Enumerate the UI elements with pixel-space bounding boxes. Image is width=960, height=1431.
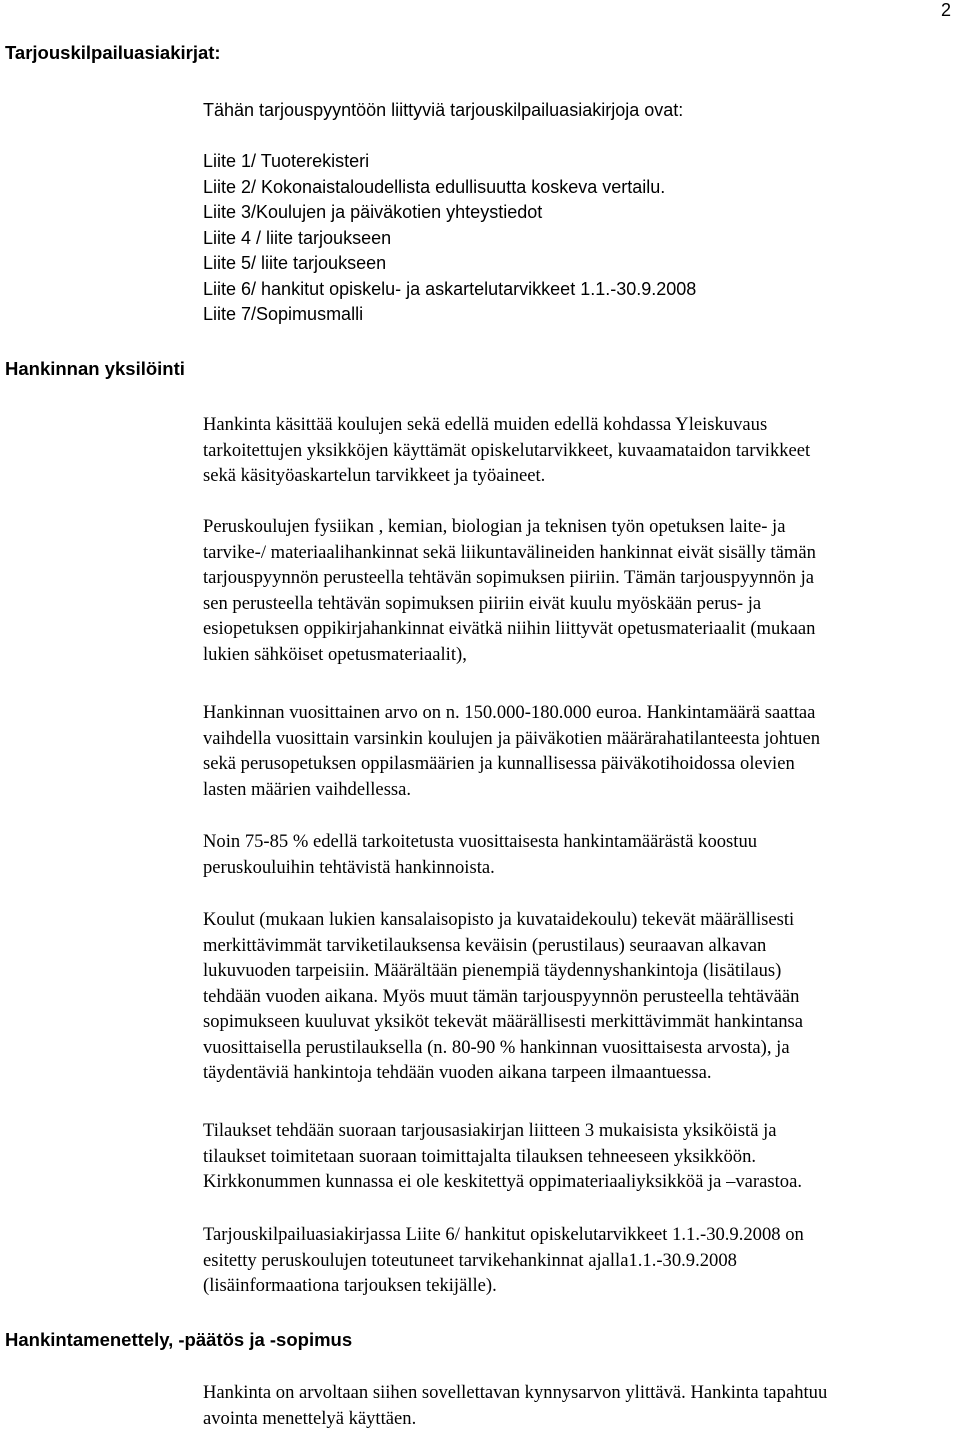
attachments-intro: Tähän tarjouspyyntöön liittyviä tarjouskilpailuasiakirjoja ovat: xyxy=(203,100,684,120)
attachment-item: Liite 3/Koulujen ja päiväkotien yhteystiedot xyxy=(203,202,543,222)
paragraph-procedure: Hankinta on arvoltaan siihen sovellettavan kynnysarvon ylittävä. Hankinta tapahtuu avointa menettelyä käyttäen. xyxy=(203,1382,828,1429)
attachment-item: Liite 1/ Tuoterekisteri xyxy=(203,151,370,171)
paragraph-scope: Hankinta käsittää koulujen sekä edellä muiden edellä kohdassa Yleiskuvaus tarkoitettujen yksikköjen käyttämät opiskelutarvikkeet, kuvaamataidon tarvikkeet sekä käsityöaskartelun tarvikkeet ja työaineet. xyxy=(203,414,811,486)
attachment-item: Liite 7/Sopimusmalli xyxy=(203,304,364,324)
paragraph-exclusions: Peruskoulujen fysiikan , kemian, biologian ja teknisen työn opetuksen laite- ja tarvike-/ materiaalihankinnat sekä liikuntavälineiden hankinnat eivät sisälly tämän tarjouspyynnön perusteella tehtävän sopimuksen piiriin. Tämän tarjouspyynnön ja sen perusteella tehtävän sopimuksen piiriin eivät kuulu myöskään perus- ja esiopetuksen oppikirjahankinnat eivätkä niihin liittyvät opetusmateriaalit (mukaan lukien sähköiset opetusmateriaalit), xyxy=(203,516,816,665)
attachment-item: Liite 6/ hankitut opiskelu- ja askartelutarvikkeet 1.1.-30.9.2008 xyxy=(203,278,697,299)
paragraph-attachment-6-note: Tarjouskilpailuasiakirjassa Liite 6/ hankitut opiskelutarvikkeet 1.1.-30.9.2008 on esitetty peruskoulujen toteutuneet tarvikehankinnat ajalla1.1.-30.9.2008 (lisäinformaationa tarjouksen tekijälle). xyxy=(203,1224,804,1296)
paragraph-share: Noin 75-85 % edellä tarkoitetusta vuosittaisesta hankintamäärästä koostuu peruskouluihin tehtävistä hankinnoista. xyxy=(203,831,758,878)
page-number: 2 xyxy=(940,0,951,20)
section-heading-hankinnan-yksilointi: Hankinnan yksilöinti xyxy=(5,358,185,379)
section-heading-hankintamenettely: Hankintamenettely, -päätös ja -sopimus xyxy=(5,1329,353,1350)
attachment-item: Liite 2/ Kokonaistaloudellista edullisuutta koskeva vertailu. xyxy=(203,176,666,197)
section-heading-tarjouskilpailuasiakirjat: Tarjouskilpailuasiakirjat: xyxy=(5,42,221,63)
paragraph-ordering-schedule: Koulut (mukaan lukien kansalaisopisto ja kuvataidekoulu) tekevät määrällisesti merkittävimmät tarviketilauksensa keväisin (perustilaus) seuraavan alkavan lukuvuoden tarpeisiin. Määrältään pienempiä täydennyshankintoja (lisätilaus) tehdään vuoden aikana. Myös muut tämän tarjouspyynnön perusteella tehtävään sopimukseen kuuluvat yksiköt tekevät määrällisesti merkittävimmät hankintansa vuosittaisella perustilauksella (n. 80-90 % hankinnan vuosittaisesta arvosta), ja täydentäviä hankintoja tehdään vuoden aikana tarpeen ilmaantuessa. xyxy=(203,909,804,1083)
paragraph-delivery: Tilaukset tehdään suoraan tarjousasiakirjan liitteen 3 mukaisista yksiköistä ja tilaukset toimitetaan suoraan toimittajalta tilauksen tehneeseen yksikköön. Kirkkonummen kunnassa ei ole keskitettyä oppimateriaaliyksikköä ja –varastoa. xyxy=(203,1120,802,1192)
attachment-item: Liite 5/ liite tarjoukseen xyxy=(203,253,387,273)
attachment-item: Liite 4 / liite tarjoukseen xyxy=(203,227,392,248)
paragraph-annual-value: Hankinnan vuosittainen arvo on n. 150.000-180.000 euroa. Hankintamäärä saattaa vaihdella vuosittain varsinkin koulujen ja päiväkotien määrärahatilanteesta johtuen sekä perusopetuksen oppilasmäärien ja kunnallisessa päiväkotihoidossa olevien lasten määrien vaihdellessa. xyxy=(203,702,821,800)
attachment-list xyxy=(203,149,696,328)
